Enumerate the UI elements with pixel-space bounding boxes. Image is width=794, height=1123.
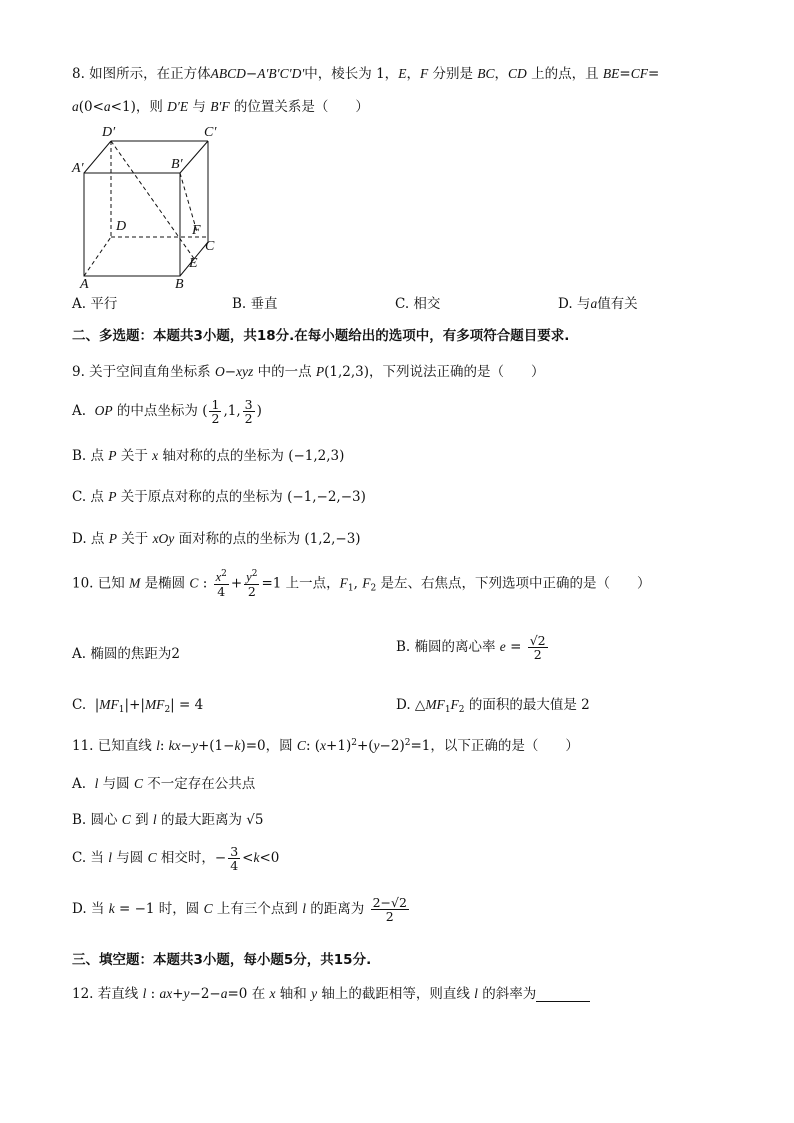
label-Dp: D′ [102, 125, 116, 140]
label-B: B [175, 277, 184, 290]
q9-option-c: C. 点 P 关于原点对称的点的坐标为 (−1,−2,−3) [72, 489, 366, 505]
q8-option-d: D. 与a值有关 [558, 296, 638, 312]
q11-option-b: B. 圆心 C 到 l 的最大距离为 √5 [72, 812, 264, 828]
q9-stem: 9. 关于空间直角坐标系 O−xyz 中的一点 P(1,2,3)，下列说法正确的是（ ） [72, 364, 545, 380]
q8-stem-line2: a(0<a<1)，则 D′E 与 B′F 的位置关系是（ ） [72, 99, 369, 115]
q11-option-c: C. 当 l 与圆 C 相交时，− $\frac{3}{4}$ <k<0 [72, 844, 280, 874]
label-A: A [80, 277, 89, 290]
label-Cp: C′ [204, 125, 217, 140]
label-Ap: A′ [72, 161, 84, 176]
label-D: D [116, 219, 127, 234]
q10-option-c: C. $|MF_1|+|MF_2| = 4$ [72, 697, 204, 715]
label-Bp: B′ [171, 157, 183, 172]
q8-stem-line1: 8. 如图所示，在正方体ABCD−A′B′C′D′中，棱长为 1，E，F 分别是 BC，CD 上的点，且 BE=CF= [72, 66, 660, 82]
q8-option-b: B. 垂直 [232, 296, 278, 312]
q10-option-b: B. 椭圆的离心率 e = $\frac{√2}{2}$ [396, 633, 546, 663]
label-C: C [205, 239, 215, 254]
label-E: E [189, 256, 198, 271]
q11-option-d: D. 当 k = −1 时，圆 C 上有三个点到 l 的距离为 $\frac{2-√2}{2}$ [72, 895, 407, 925]
q9-option-b: B. 点 P 关于 x 轴对称的点的坐标为 (−1,2,3) [72, 448, 345, 464]
section-3-heading: 三、填空题：本题共3小题，每小题5分，共15分. [72, 952, 372, 968]
section-2-heading: 二、多选题：本题共3小题，共18分.在每小题给出的选项中，有多项符合题目要求. [72, 328, 570, 344]
label-F: F [192, 223, 201, 238]
q11-option-a: A. l 与圆 C 不一定存在公共点 [72, 776, 256, 792]
cube-figure [70, 120, 230, 290]
q11-stem: 11. 已知直线 l: kx−y+(1−k)=0，圆 C: $(x+1)^2+(y-2)^2=1$，以下正确的是（ ） [72, 738, 579, 754]
q10-option-a: A. 椭圆的焦距为2 [72, 646, 180, 662]
q10-option-d: D. $\triangle MF_1F_2$ 的面积的最大值是 2 [396, 697, 590, 715]
q8-option-a: A. 平行 [72, 296, 118, 312]
q9-option-d: D. 点 P 关于 xOy 面对称的点的坐标为 (1,2,−3) [72, 531, 361, 547]
q10-stem: 10. 已知 M 是椭圆 C : $\frac{x^2}{4}$ + $\frac{y^2}{2}$ =1 上一点，$F_1$, $F_2$ 是左、右焦点，下列选项中正确的是（ ） [72, 569, 651, 600]
answer-blank[interactable] [536, 987, 590, 1002]
q8-option-c: C. 相交 [395, 296, 441, 312]
q12-stem: 12. 若直线 l : ax+y−2−a=0 在 x 轴和 y 轴上的截距相等，则直线 l 的斜率为 [72, 986, 590, 1002]
q9-option-a: A. OP 的中点坐标为 ( $\frac{1}{2}$ ,1, $\frac{3}{2}$ ) [72, 397, 262, 427]
